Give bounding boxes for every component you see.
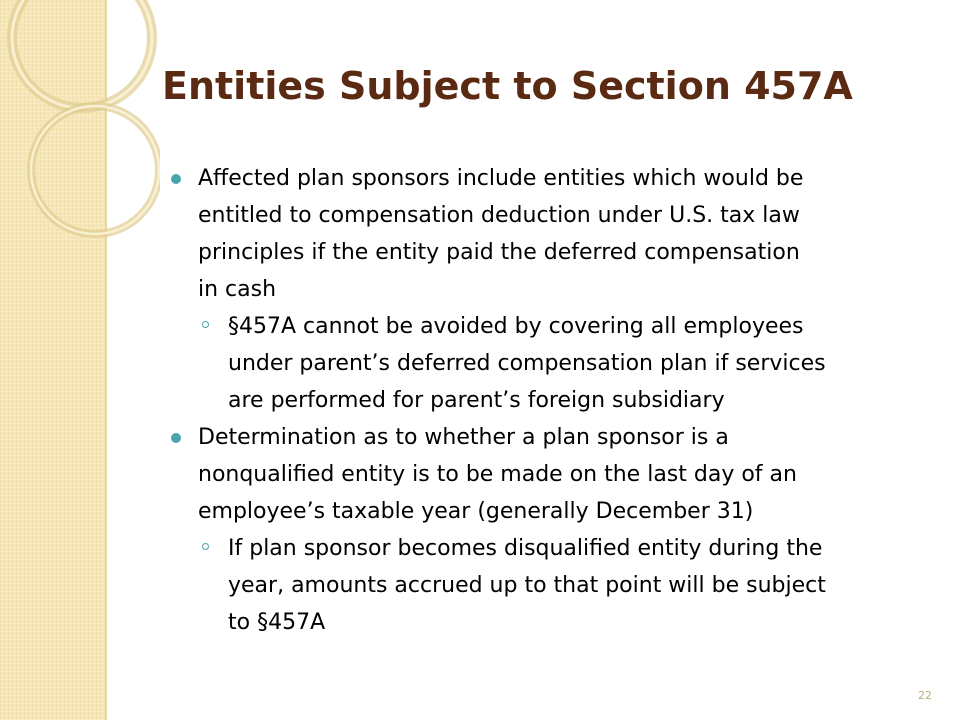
slide-title: Entities Subject to Section 457A xyxy=(162,64,853,108)
sub-bullet-line: under parent’s deferred compensation plan if services xyxy=(228,351,826,376)
bullet-line: in cash xyxy=(198,277,277,302)
bullet-item xyxy=(168,419,938,530)
bullet-line: principles if the entity paid the deferred compensation xyxy=(198,240,800,265)
decorative-circles xyxy=(0,0,160,320)
bullet-dot-icon xyxy=(171,174,181,184)
page-number: 22 xyxy=(918,689,932,702)
bullet-line: employee’s taxable year (generally December 31) xyxy=(198,499,754,524)
bullet-item xyxy=(168,160,938,308)
bullet-line: Determination as to whether a plan sponsor is a xyxy=(198,425,729,450)
sub-bullet-line: are performed for parent’s foreign subsidiary xyxy=(228,388,725,413)
bullet-dot-icon xyxy=(171,433,181,443)
bullet-line: nonqualified entity is to be made on the last day of an xyxy=(198,462,797,487)
sub-bullet-line: year, amounts accrued up to that point will be subject xyxy=(228,573,826,598)
sub-bullet-item xyxy=(168,530,938,641)
sub-bullet-circle-icon xyxy=(202,543,209,550)
bullet-line: entitled to compensation deduction under U.S. tax law xyxy=(198,203,800,228)
slide-content xyxy=(168,160,938,641)
sub-bullet-line: to §457A xyxy=(228,610,326,635)
sub-bullet-item xyxy=(168,308,938,419)
sub-bullet-line: If plan sponsor becomes disqualified entity during the xyxy=(228,536,823,561)
sub-bullet-circle-icon xyxy=(202,321,209,328)
bullet-line: Affected plan sponsors include entities which would be xyxy=(198,166,804,191)
sub-bullet-line: §457A cannot be avoided by covering all employees xyxy=(228,314,804,339)
